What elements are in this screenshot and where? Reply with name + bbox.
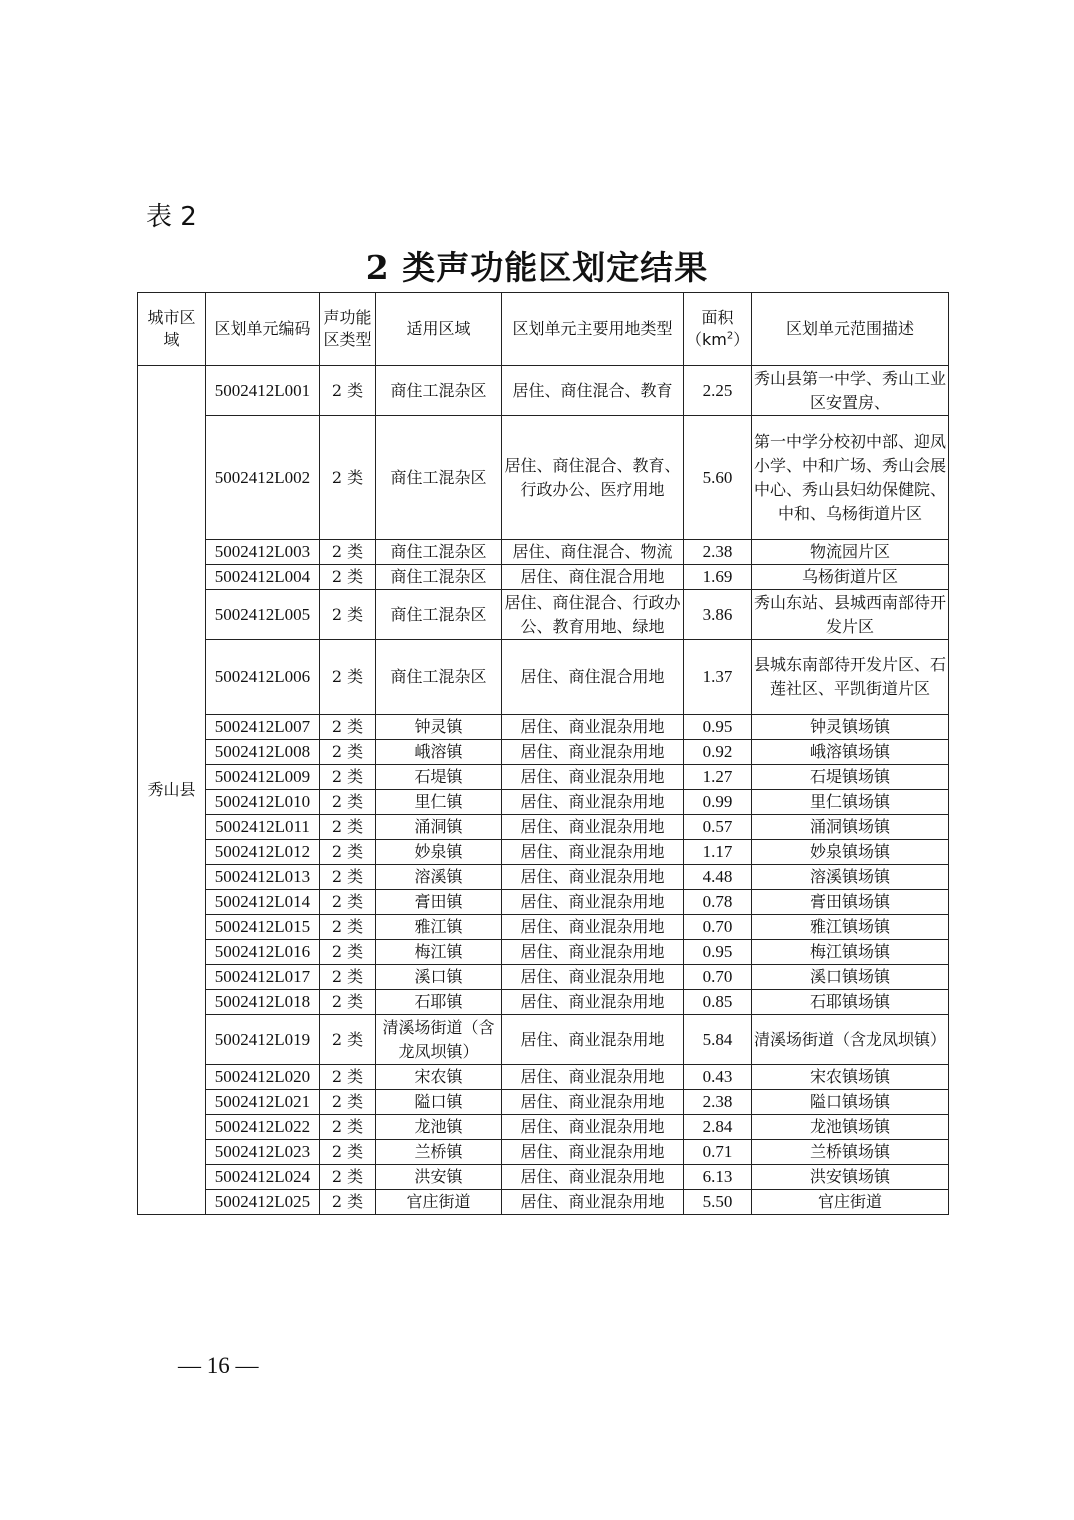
unit-code-cell: 5002412L003 (206, 540, 320, 565)
area-size-cell: 1.17 (684, 840, 752, 865)
area-size-cell: 5.50 (684, 1190, 752, 1215)
header-size (684, 293, 752, 366)
applied-area-cell: 商住工混杂区 (376, 366, 502, 416)
area-size-cell: 3.86 (684, 590, 752, 640)
applied-area-cell: 钟灵镇 (376, 715, 502, 740)
zone-type-cell: 2 类 (320, 915, 376, 940)
applied-area-cell: 兰桥镇 (376, 1140, 502, 1165)
table-row (138, 1115, 949, 1140)
land-use-cell: 居住、商住混合用地 (502, 640, 684, 715)
land-use-cell: 居住、商业混杂用地 (502, 890, 684, 915)
zone-type-cell: 2 类 (320, 740, 376, 765)
table-row (138, 940, 949, 965)
header-type: 声功能区类型 (320, 293, 376, 366)
unit-code-cell: 5002412L004 (206, 565, 320, 590)
area-size-cell: 0.70 (684, 915, 752, 940)
unit-code-cell: 5002412L011 (206, 815, 320, 840)
land-use-cell: 居住、商业混杂用地 (502, 840, 684, 865)
unit-code-cell: 5002412L025 (206, 1190, 320, 1215)
description-cell: 清溪场街道（含龙凤坝镇） (752, 1015, 949, 1065)
table-row (138, 815, 949, 840)
applied-area-cell: 商住工混杂区 (376, 540, 502, 565)
area-size-cell: 1.69 (684, 565, 752, 590)
table-row (138, 416, 949, 540)
city-cell: 秀山县 (138, 366, 206, 1215)
applied-area-cell: 雅江镇 (376, 915, 502, 940)
applied-area-cell: 洪安镇 (376, 1165, 502, 1190)
zone-type-cell: 2 类 (320, 1165, 376, 1190)
header-size-unit-close: ） (733, 330, 750, 349)
land-use-cell: 居住、商业混杂用地 (502, 940, 684, 965)
table-row (138, 540, 949, 565)
header-size-label: 面积 (701, 308, 734, 327)
description-cell: 雅江镇场镇 (752, 915, 949, 940)
land-use-cell: 居住、商业混杂用地 (502, 1165, 684, 1190)
header-applied-area: 适用区域 (376, 293, 502, 366)
zone-type-cell: 2 类 (320, 540, 376, 565)
zone-type-cell: 2 类 (320, 590, 376, 640)
table-row (138, 565, 949, 590)
land-use-cell: 居住、商业混杂用地 (502, 865, 684, 890)
land-use-cell: 居住、商住混合、教育、行政办公、医疗用地 (502, 416, 684, 540)
zone-type-cell: 2 类 (320, 416, 376, 540)
applied-area-cell: 峨溶镇 (376, 740, 502, 765)
header-city: 城市区域 (138, 293, 206, 366)
land-use-cell: 居住、商业混杂用地 (502, 1190, 684, 1215)
applied-area-cell: 隘口镇 (376, 1090, 502, 1115)
description-cell: 梅江镇场镇 (752, 940, 949, 965)
zone-type-cell: 2 类 (320, 1015, 376, 1065)
applied-area-cell: 溪口镇 (376, 965, 502, 990)
zone-type-cell: 2 类 (320, 815, 376, 840)
description-cell: 第一中学分校初中部、迎凤小学、中和广场、秀山会展中心、秀山县妇幼保健院、中和、乌杨街道片区 (752, 416, 949, 540)
table-row (138, 1015, 949, 1065)
table-row (138, 366, 949, 416)
zoning-result-table (137, 292, 949, 1215)
table-row (138, 790, 949, 815)
land-use-cell: 居住、商业混杂用地 (502, 1090, 684, 1115)
description-cell: 兰桥镇场镇 (752, 1140, 949, 1165)
zone-type-cell: 2 类 (320, 965, 376, 990)
land-use-cell: 居住、商住混合、物流 (502, 540, 684, 565)
description-cell: 龙池镇场镇 (752, 1115, 949, 1140)
zone-type-cell: 2 类 (320, 565, 376, 590)
unit-code-cell: 5002412L017 (206, 965, 320, 990)
applied-area-cell: 商住工混杂区 (376, 416, 502, 540)
applied-area-cell: 里仁镇 (376, 790, 502, 815)
area-size-cell: 2.25 (684, 366, 752, 416)
area-size-cell: 0.70 (684, 965, 752, 990)
unit-code-cell: 5002412L010 (206, 790, 320, 815)
unit-code-cell: 5002412L021 (206, 1090, 320, 1115)
area-size-cell: 0.85 (684, 990, 752, 1015)
area-size-cell: 0.92 (684, 740, 752, 765)
unit-code-cell: 5002412L016 (206, 940, 320, 965)
description-cell: 秀山东站、县城西南部待开发片区 (752, 590, 949, 640)
land-use-cell: 居住、商业混杂用地 (502, 1015, 684, 1065)
zone-type-cell: 2 类 (320, 940, 376, 965)
zone-type-cell: 2 类 (320, 640, 376, 715)
applied-area-cell: 商住工混杂区 (376, 565, 502, 590)
description-cell: 溪口镇场镇 (752, 965, 949, 990)
applied-area-cell: 膏田镇 (376, 890, 502, 915)
description-cell: 县城东南部待开发片区、石莲社区、平凯街道片区 (752, 640, 949, 715)
land-use-cell: 居住、商住混合用地 (502, 565, 684, 590)
unit-code-cell: 5002412L018 (206, 990, 320, 1015)
unit-code-cell: 5002412L009 (206, 765, 320, 790)
area-size-cell: 0.71 (684, 1140, 752, 1165)
zone-type-cell: 2 类 (320, 715, 376, 740)
land-use-cell: 居住、商业混杂用地 (502, 790, 684, 815)
unit-code-cell: 5002412L015 (206, 915, 320, 940)
zone-type-cell: 2 类 (320, 1115, 376, 1140)
description-cell: 乌杨街道片区 (752, 565, 949, 590)
header-land-use: 区划单元主要用地类型 (502, 293, 684, 366)
description-cell: 妙泉镇场镇 (752, 840, 949, 865)
area-size-cell: 0.99 (684, 790, 752, 815)
applied-area-cell: 涌洞镇 (376, 815, 502, 840)
unit-code-cell: 5002412L020 (206, 1065, 320, 1090)
header-size-unit-open: （km (686, 330, 727, 349)
unit-code-cell: 5002412L014 (206, 890, 320, 915)
header-description: 区划单元范围描述 (752, 293, 949, 366)
zone-type-cell: 2 类 (320, 765, 376, 790)
unit-code-cell: 5002412L005 (206, 590, 320, 640)
zone-type-cell: 2 类 (320, 1090, 376, 1115)
area-size-cell: 5.84 (684, 1015, 752, 1065)
unit-code-cell: 5002412L008 (206, 740, 320, 765)
area-size-cell: 6.13 (684, 1165, 752, 1190)
description-cell: 石堤镇场镇 (752, 765, 949, 790)
table-row (138, 590, 949, 640)
page-title: 2 类声功能区划定结果 (365, 248, 709, 287)
unit-code-cell: 5002412L019 (206, 1015, 320, 1065)
unit-code-cell: 5002412L007 (206, 715, 320, 740)
zone-type-cell: 2 类 (320, 790, 376, 815)
area-size-cell: 0.57 (684, 815, 752, 840)
table-row (138, 765, 949, 790)
description-cell: 隘口镇场镇 (752, 1090, 949, 1115)
table-row (138, 1140, 949, 1165)
unit-code-cell: 5002412L002 (206, 416, 320, 540)
table-row (138, 740, 949, 765)
header-code: 区划单元编码 (206, 293, 320, 366)
unit-code-cell: 5002412L012 (206, 840, 320, 865)
page-number: — 16 — (178, 1353, 259, 1378)
area-size-cell: 5.60 (684, 416, 752, 540)
table-label: 表 2 (146, 202, 197, 232)
zone-type-cell: 2 类 (320, 366, 376, 416)
table-row (138, 915, 949, 940)
applied-area-cell: 石堤镇 (376, 765, 502, 790)
area-size-cell: 0.95 (684, 940, 752, 965)
unit-code-cell: 5002412L023 (206, 1140, 320, 1165)
description-cell: 溶溪镇场镇 (752, 865, 949, 890)
area-size-cell: 2.38 (684, 1090, 752, 1115)
land-use-cell: 居住、商业混杂用地 (502, 915, 684, 940)
area-size-cell: 1.37 (684, 640, 752, 715)
land-use-cell: 居住、商业混杂用地 (502, 1065, 684, 1090)
applied-area-cell: 宋农镇 (376, 1065, 502, 1090)
table-body (138, 366, 949, 1215)
applied-area-cell: 溶溪镇 (376, 865, 502, 890)
land-use-cell: 居住、商业混杂用地 (502, 1115, 684, 1140)
applied-area-cell: 官庄街道 (376, 1190, 502, 1215)
description-cell: 石耶镇场镇 (752, 990, 949, 1015)
table-row (138, 840, 949, 865)
land-use-cell: 居住、商业混杂用地 (502, 965, 684, 990)
description-cell: 宋农镇场镇 (752, 1065, 949, 1090)
land-use-cell: 居住、商业混杂用地 (502, 990, 684, 1015)
table-row (138, 1065, 949, 1090)
table-row (138, 990, 949, 1015)
area-size-cell: 1.27 (684, 765, 752, 790)
table-row (138, 1090, 949, 1115)
unit-code-cell: 5002412L022 (206, 1115, 320, 1140)
description-cell: 洪安镇场镇 (752, 1165, 949, 1190)
zone-type-cell: 2 类 (320, 1065, 376, 1090)
description-cell: 物流园片区 (752, 540, 949, 565)
description-cell: 官庄街道 (752, 1190, 949, 1215)
header-size-unit-sup: 2 (726, 330, 734, 342)
area-size-cell: 2.84 (684, 1115, 752, 1140)
area-size-cell: 0.43 (684, 1065, 752, 1090)
zone-type-cell: 2 类 (320, 1140, 376, 1165)
applied-area-cell: 梅江镇 (376, 940, 502, 965)
description-cell: 秀山县第一中学、秀山工业区安置房、 (752, 366, 949, 416)
table-row (138, 890, 949, 915)
area-size-cell: 0.95 (684, 715, 752, 740)
applied-area-cell: 商住工混杂区 (376, 640, 502, 715)
table-header-row (138, 293, 949, 366)
zone-type-cell: 2 类 (320, 1190, 376, 1215)
description-cell: 钟灵镇场镇 (752, 715, 949, 740)
area-size-cell: 0.78 (684, 890, 752, 915)
land-use-cell: 居住、商业混杂用地 (502, 765, 684, 790)
applied-area-cell: 清溪场街道（含龙凤坝镇） (376, 1015, 502, 1065)
applied-area-cell: 石耶镇 (376, 990, 502, 1015)
table-row (138, 1190, 949, 1215)
table-row (138, 865, 949, 890)
zone-type-cell: 2 类 (320, 865, 376, 890)
unit-code-cell: 5002412L006 (206, 640, 320, 715)
land-use-cell: 居住、商业混杂用地 (502, 1140, 684, 1165)
area-size-cell: 4.48 (684, 865, 752, 890)
zone-type-cell: 2 类 (320, 840, 376, 865)
description-cell: 涌洞镇场镇 (752, 815, 949, 840)
description-cell: 里仁镇场镇 (752, 790, 949, 815)
unit-code-cell: 5002412L024 (206, 1165, 320, 1190)
land-use-cell: 居住、商住混合、教育 (502, 366, 684, 416)
land-use-cell: 居住、商业混杂用地 (502, 715, 684, 740)
land-use-cell: 居住、商住混合、行政办公、教育用地、绿地 (502, 590, 684, 640)
table-row (138, 640, 949, 715)
land-use-cell: 居住、商业混杂用地 (502, 740, 684, 765)
description-cell: 膏田镇场镇 (752, 890, 949, 915)
applied-area-cell: 妙泉镇 (376, 840, 502, 865)
applied-area-cell: 龙池镇 (376, 1115, 502, 1140)
zone-type-cell: 2 类 (320, 890, 376, 915)
table-row (138, 715, 949, 740)
zone-type-cell: 2 类 (320, 990, 376, 1015)
table-row (138, 1165, 949, 1190)
unit-code-cell: 5002412L013 (206, 865, 320, 890)
applied-area-cell: 商住工混杂区 (376, 590, 502, 640)
land-use-cell: 居住、商业混杂用地 (502, 815, 684, 840)
description-cell: 峨溶镇场镇 (752, 740, 949, 765)
unit-code-cell: 5002412L001 (206, 366, 320, 416)
table-row (138, 965, 949, 990)
area-size-cell: 2.38 (684, 540, 752, 565)
